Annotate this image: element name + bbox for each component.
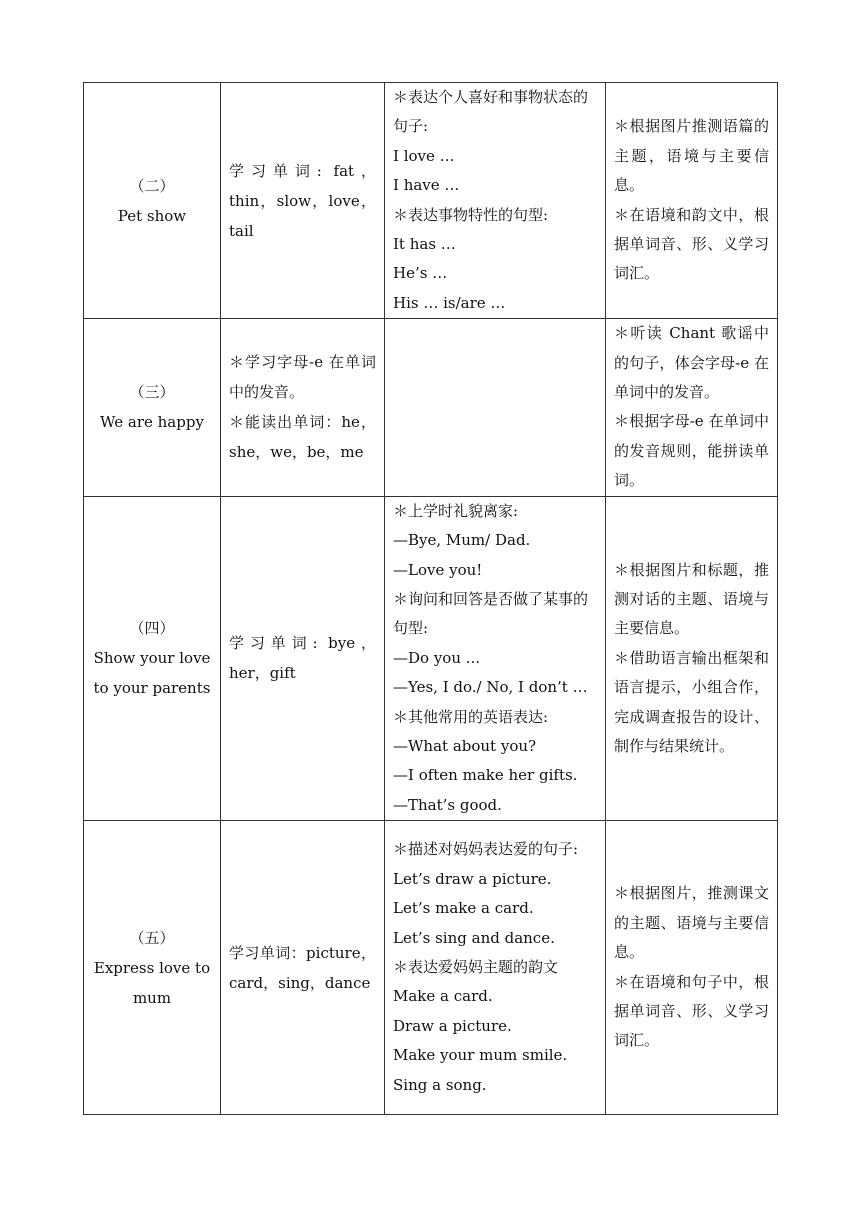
unit-number: （三） <box>129 383 175 402</box>
aim-line: ＊在语境和句子中，根据单词音、形、义学习词汇。 <box>614 972 769 1050</box>
unit-title: We are happy <box>100 413 204 432</box>
aims-cell <box>606 319 778 496</box>
aim-line: ＊根据图片推测语篇的主题，语境与主要信息。 <box>614 117 769 195</box>
aim-line: ＊根据字母-e 在单词中的发音规则，能拼读单词。 <box>614 412 769 490</box>
unit-number: （二） <box>129 176 175 195</box>
lesson-plan-table <box>83 82 778 1115</box>
unit-cell <box>84 821 221 1115</box>
aim-line: ＊根据图片，推测课文的主题、语境与主要信息。 <box>614 884 769 962</box>
words-cell <box>221 319 385 496</box>
words-cell <box>221 83 385 319</box>
sentences-cell <box>385 821 606 1115</box>
unit-cell <box>84 83 221 319</box>
sentence-line: Make your mum smile. <box>393 1046 568 1065</box>
table-row <box>84 496 778 820</box>
unit-title: mum <box>132 988 172 1007</box>
aim-line: ＊借助语言输出框架和语言提示，小组合作，完成调查报告的设计、制作与结果统计。 <box>614 648 769 755</box>
sentence-line: I love … <box>393 146 455 165</box>
aims-cell <box>606 496 778 820</box>
table-row <box>84 83 778 319</box>
words-line: ＊学习字母-e 在单词中的发音。 <box>229 353 376 402</box>
aim-line: ＊听读 Chant 歌谣中的句子，体会字母-e 在单词中的发音。 <box>614 324 769 402</box>
sentence-line: —Do you ... <box>393 648 481 667</box>
sentence-line: He’s … <box>393 264 448 283</box>
unit-number: （五） <box>129 928 175 947</box>
sentence-line: It has … <box>393 235 456 254</box>
sentences-cell <box>385 496 606 820</box>
aims-cell <box>606 83 778 319</box>
unit-number: （四） <box>129 619 175 638</box>
table-row <box>84 821 778 1115</box>
sentence-line: —I often make her gifts. <box>393 766 578 785</box>
aims-cell <box>606 821 778 1115</box>
words-cell <box>221 496 385 820</box>
unit-title: Pet show <box>117 206 187 225</box>
sentence-line: I have … <box>393 176 460 195</box>
sentence-line: ＊表达个人喜好和事物状态的句子: <box>393 88 589 136</box>
sentence-line: Sing a song. <box>393 1075 487 1094</box>
sentence-line: ＊上学时礼貌离家: <box>393 501 519 520</box>
unit-title: to your parents <box>93 679 211 698</box>
sentence-line: —Bye, Mum/ Dad. <box>393 531 531 550</box>
sentence-line: ＊表达事物特性的句型: <box>393 205 549 224</box>
words-line: 学习单词: fat，thin，slow，love，tail <box>229 161 376 240</box>
table-row <box>84 319 778 496</box>
sentence-line: ＊表达爱妈妈主题的韵文 <box>393 957 559 976</box>
sentence-line: —That’s good. <box>393 795 502 814</box>
unit-title: Express love to <box>93 958 211 977</box>
sentence-line: ＊询问和回答是否做了某事的句型: <box>393 589 589 638</box>
sentence-line: —Love you! <box>393 560 483 579</box>
sentence-line: Let’s make a card. <box>393 899 534 918</box>
sentences-cell <box>385 83 606 319</box>
sentences-cell <box>385 319 606 496</box>
aim-line: ＊根据图片和标题，推测对话的主题、语境与主要信息。 <box>614 560 769 638</box>
words-line: 学习单词: bye，her，gift <box>229 634 376 683</box>
sentence-line: ＊描述对妈妈表达爱的句子: <box>393 840 579 859</box>
unit-title: Show your love <box>93 649 211 668</box>
sentence-line: —Yes, I do./ No, I don’t … <box>393 678 588 697</box>
words-line: ＊能读出单词：he，she，we，be，me <box>229 413 376 462</box>
sentence-line: His … is/are … <box>393 293 506 312</box>
sentence-line: ＊其他常用的英语表达: <box>393 707 549 726</box>
sentence-line: —What about you? <box>393 736 537 755</box>
words-cell <box>221 821 385 1115</box>
unit-cell <box>84 496 221 820</box>
sentence-line: Draw a picture. <box>393 1016 512 1035</box>
sentence-line: Let’s draw a picture. <box>393 869 552 888</box>
sentence-line: Make a card. <box>393 987 493 1006</box>
words-line: 学习单词：picture，card，sing，dance <box>229 943 376 992</box>
unit-cell <box>84 319 221 496</box>
aim-line: ＊在语境和韵文中，根据单词音、形、义学习词汇。 <box>614 205 769 283</box>
sentence-line: Let’s sing and dance. <box>393 928 555 947</box>
